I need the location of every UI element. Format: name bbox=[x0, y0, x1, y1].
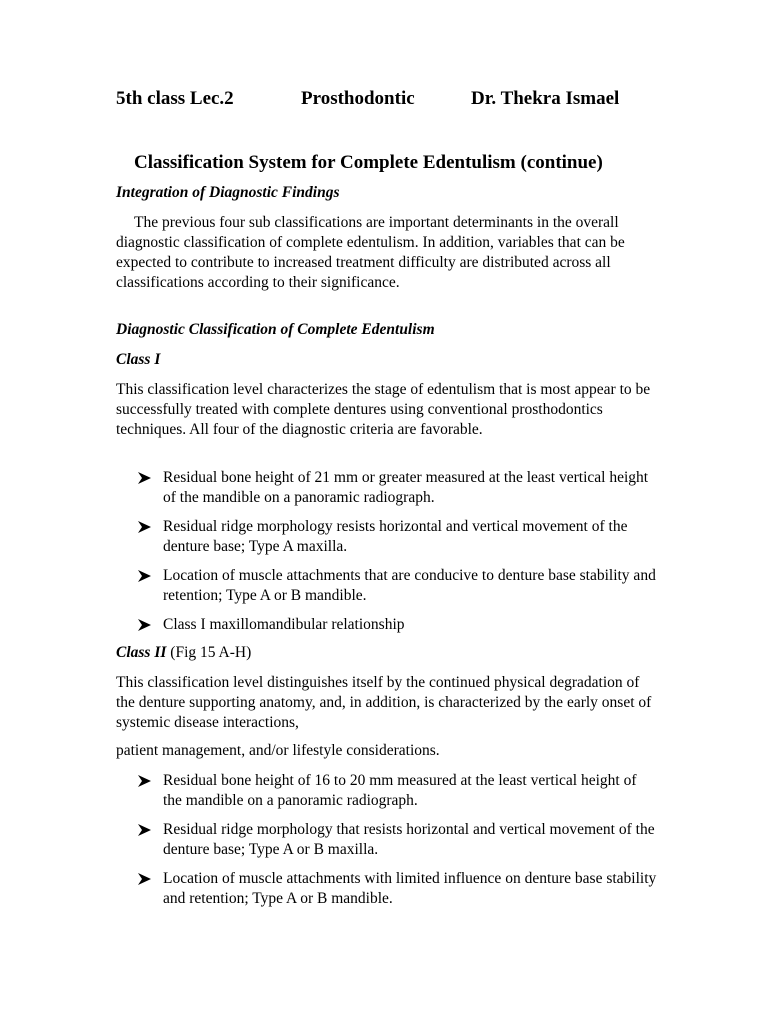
figure-reference: (Fig 15 A-H) bbox=[170, 644, 252, 661]
arrow-bullet-icon bbox=[138, 615, 158, 631]
bullet-text: Location of muscle attachments that are conducive to denture base stability and retention; Type A or B mandible. bbox=[163, 567, 656, 604]
class-1-heading: Class I bbox=[116, 351, 161, 368]
class-2-heading bbox=[116, 644, 251, 662]
class-1-bullet bbox=[138, 517, 658, 557]
arrow-bullet-icon bbox=[138, 869, 158, 885]
integration-paragraph: The previous four sub classifications are important determinants in the overall diagnostic classification of complete edentulism. In addition, variables that can be expected to contribute to increased treatment difficulty are distributed across all classifications according to their significance. bbox=[116, 214, 625, 291]
header-course: 5th class Lec.2 bbox=[116, 88, 234, 109]
arrow-bullet-icon bbox=[138, 566, 158, 582]
class-1-bullet bbox=[138, 615, 658, 635]
arrow-bullet-icon bbox=[138, 468, 158, 484]
class-1-paragraph: This classification level characterizes the stage of edentulism that is most appear to be successfully treated with complete dentures using conventional prosthodontics techniques. All four of the diagnostic criteria are favorable. bbox=[116, 381, 651, 438]
diagnostic-classification-heading: Diagnostic Classification of Complete Edentulism bbox=[116, 321, 435, 338]
arrow-bullet-icon bbox=[138, 820, 158, 836]
arrow-bullet-icon bbox=[138, 517, 158, 533]
page-title: Classification System for Complete Edentulism (continue) bbox=[134, 152, 603, 173]
class-2-bullet bbox=[138, 771, 658, 811]
class-2-bullet bbox=[138, 869, 658, 909]
bullet-text: Residual bone height of 16 to 20 mm measured at the least vertical height of the mandible on a panoramic radiograph. bbox=[163, 772, 637, 809]
bullet-text: Residual ridge morphology that resists horizontal and vertical movement of the denture base; Type A or B maxilla. bbox=[163, 821, 655, 858]
header-author: Dr. Thekra Ismael bbox=[471, 88, 620, 109]
class-2-paragraph-continued: patient management, and/or lifestyle considerations. bbox=[116, 742, 440, 759]
arrow-bullet-icon bbox=[138, 771, 158, 787]
class-2-label: Class II bbox=[116, 644, 167, 661]
class-1-bullet bbox=[138, 566, 658, 606]
class-1-bullet bbox=[138, 468, 658, 508]
bullet-text: Residual ridge morphology resists horizontal and vertical movement of the denture base; Type A maxilla. bbox=[163, 518, 628, 555]
integration-heading: Integration of Diagnostic Findings bbox=[116, 184, 340, 201]
class-2-bullet bbox=[138, 820, 658, 860]
bullet-text: Residual bone height of 21 mm or greater measured at the least vertical height of the mandible on a panoramic radiograph. bbox=[163, 469, 649, 506]
bullet-text: Location of muscle attachments with limited influence on denture base stability and retention; Type A or B mandible. bbox=[163, 870, 657, 907]
bullet-text: Class I maxillomandibular relationship bbox=[163, 616, 405, 633]
header-subject: Prosthodontic bbox=[301, 88, 415, 109]
class-2-paragraph: This classification level distinguishes itself by the continued physical degradation of the denture supporting anatomy, and, in addition, is characterized by the early onset of systemic disease interactions, bbox=[116, 674, 652, 731]
